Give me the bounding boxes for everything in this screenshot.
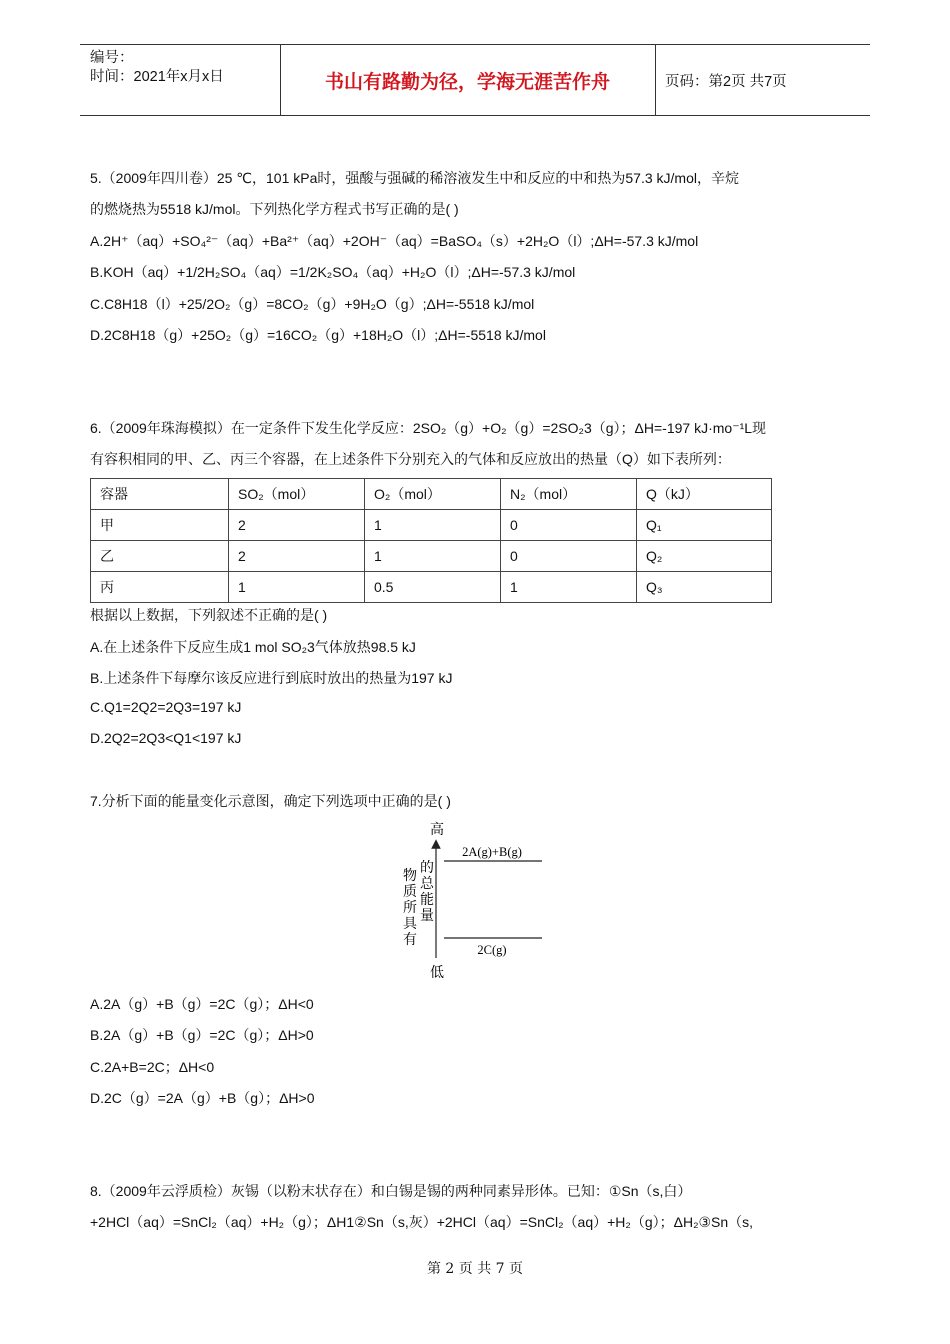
axis-label-char: 能 xyxy=(420,892,434,908)
table-cell: 2 xyxy=(229,541,365,572)
table-cell: 1 xyxy=(501,572,637,603)
axis-vertical-label xyxy=(403,860,435,948)
q6-stem-line2: 有容积相同的甲、乙、丙三个容器，在上述条件下分别充入的气体和反应放出的热量（Q）如下表所列： xyxy=(90,451,731,467)
axis-label-char: 质 xyxy=(403,884,417,900)
table-row xyxy=(91,572,772,603)
axis-label-char: 总 xyxy=(420,876,434,892)
axis-label-char: 量 xyxy=(420,908,434,924)
table-cell: 乙 xyxy=(91,541,229,572)
page-header xyxy=(80,44,870,116)
header-time: 时间：2021年x月x日 xyxy=(90,69,224,85)
axis-label-char: 有 xyxy=(403,932,417,948)
table-header-cell: SO₂（mol） xyxy=(229,479,365,510)
table-cell: 2 xyxy=(229,510,365,541)
q5-option-c: C.C8H18（l）+25/2O₂（g）=8CO₂（g）+9H₂O（g）;ΔH=-5518 kJ/mol xyxy=(90,296,535,312)
q7-option-d: D.2C（g）=2A（g）+B（g）；ΔH>0 xyxy=(90,1090,315,1106)
table-cell: 丙 xyxy=(91,572,229,603)
q6-option-a: A.在上述条件下反应生成1 mol SO₂3气体放热98.5 kJ xyxy=(90,639,416,655)
axis-bottom-label: 低 xyxy=(430,965,444,981)
header-meta xyxy=(90,49,280,87)
table-cell: 1 xyxy=(229,572,365,603)
q6-stem-line1: 6.（2009年珠海模拟）在一定条件下发生化学反应：2SO₂（g）+O₂（g）=2SO₂3（g）；ΔH=-197 kJ·mo⁻¹L现 xyxy=(90,420,767,436)
table-header-cell: 容器 xyxy=(91,479,229,510)
q5-option-b: B.KOH（aq）+1/2H₂SO₄（aq）=1/2K₂SO₄（aq）+H₂O（l）;ΔH=-57.3 kJ/mol xyxy=(90,264,576,280)
axis-label-char: 所 xyxy=(403,900,417,916)
q5-stem-line1: 5.（2009年四川卷）25 ℃，101 kPa时，强酸与强碱的稀溶液发生中和反应的中和热为57.3 kJ/mol，辛烷 xyxy=(90,170,739,186)
upper-level-label: 2A(g)+B(g) xyxy=(462,845,522,859)
table-cell: 甲 xyxy=(91,510,229,541)
header-page-number: 页码：第2页 共7页 xyxy=(665,74,787,90)
q8-stem-line1: 8.（2009年云浮质检）灰锡（以粉末状存在）和白锡是锡的两种同素异形体。已知：①Sn（s,白） xyxy=(90,1183,692,1199)
q5-option-a: A.2H⁺（aq）+SO₄²⁻（aq）+Ba²⁺（aq）+2OH⁻（aq）=BaSO₄（s）+2H₂O（l）;ΔH=-57.3 kJ/mol xyxy=(90,233,699,249)
axis-label-char: 的 xyxy=(420,860,434,876)
q7-stem: 7.分析下面的能量变化示意图，确定下列选项中正确的是( ) xyxy=(90,793,451,809)
q7-option-b: B.2A（g）+B（g）=2C（g）；ΔH>0 xyxy=(90,1027,314,1043)
lower-level-label: 2C(g) xyxy=(477,943,507,957)
table-cell: 0.5 xyxy=(365,572,501,603)
data-table xyxy=(90,478,772,603)
page-footer: 第 2 页 共 7 页 xyxy=(426,1261,524,1277)
table-cell: 0 xyxy=(501,510,637,541)
q7-option-c: C.2A+B=2C；ΔH<0 xyxy=(90,1059,215,1075)
axis-label-char: 物 xyxy=(403,868,417,884)
header-number: 编号： xyxy=(90,50,134,66)
table-cell: 1 xyxy=(365,510,501,541)
energy-diagram-svg xyxy=(380,818,560,983)
table-cell: Q₂ xyxy=(637,541,772,572)
table-cell: Q₁ xyxy=(637,510,772,541)
table-header-cell: O₂（mol） xyxy=(365,479,501,510)
q6-question: 根据以上数据，下列叙述不正确的是( ) xyxy=(90,607,328,623)
table-row xyxy=(91,541,772,572)
energy-diagram xyxy=(380,818,560,983)
q6-option-d: D.2Q2=2Q3<Q1<197 kJ xyxy=(90,730,242,746)
table-header-cell: N₂（mol） xyxy=(501,479,637,510)
table-cell: Q₃ xyxy=(637,572,772,603)
axis-top-label: 高 xyxy=(430,822,444,838)
q6-option-b: B.上述条件下每摩尔该反应进行到底时放出的热量为197 kJ xyxy=(90,670,453,686)
q5-option-d: D.2C8H18（g）+25O₂（g）=16CO₂（g）+18H₂O（l）;ΔH=-5518 kJ/mol xyxy=(90,327,546,343)
header-motto: 书山有路勤为径，学海无涯苦作舟 xyxy=(324,71,610,93)
table-cell: 1 xyxy=(365,541,501,572)
table-cell: 0 xyxy=(501,541,637,572)
q8-stem-line2: +2HCl（aq）=SnCl₂（aq）+H₂（g）；ΔH1②Sn（s,灰）+2HCl（aq）=SnCl₂（aq）+H₂（g）；ΔH₂③Sn（s, xyxy=(90,1214,754,1230)
table-header-cell: Q（kJ） xyxy=(637,479,772,510)
table-row xyxy=(91,510,772,541)
table-header-row xyxy=(91,479,772,510)
q7-option-a: A.2A（g）+B（g）=2C（g）；ΔH<0 xyxy=(90,996,314,1012)
axis-label-char: 具 xyxy=(403,916,417,932)
q6-option-c: C.Q1=2Q2=2Q3=197 kJ xyxy=(90,699,242,715)
header-divider xyxy=(655,45,656,115)
q5-stem-line2: 的燃烧热为5518 kJ/mol。下列热化学方程式书写正确的是( ) xyxy=(90,201,459,217)
